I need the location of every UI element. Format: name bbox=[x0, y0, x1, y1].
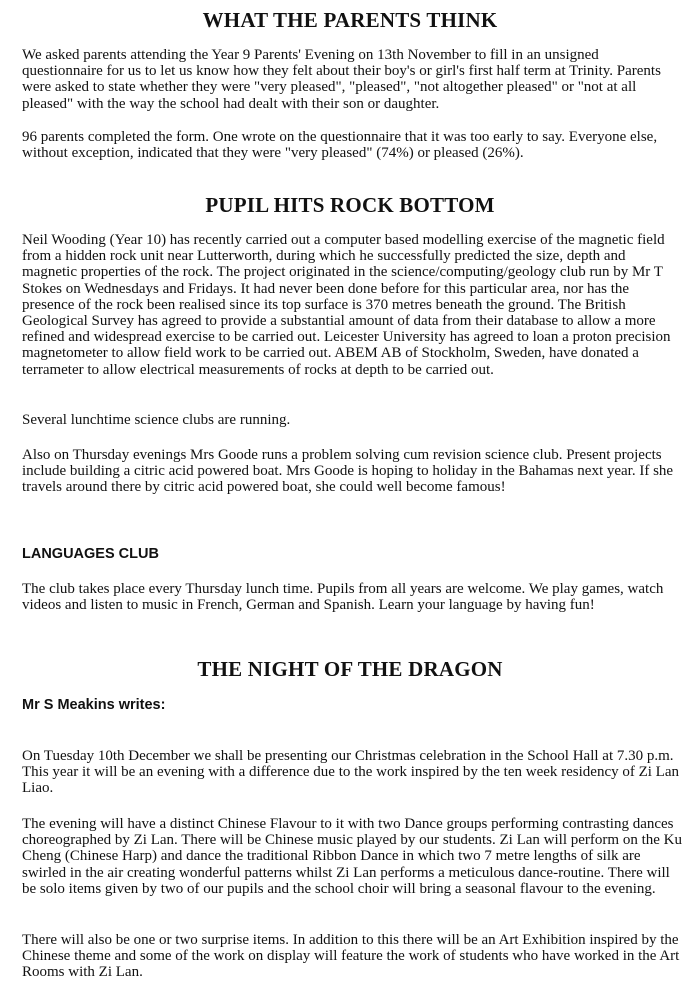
languages-heading: LANGUAGES CLUB bbox=[22, 546, 159, 562]
dragon-byline: Mr S Meakins writes: bbox=[22, 697, 166, 713]
rock-paragraph-1: Neil Wooding (Year 10) has recently carried out a computer based modelling exercise of the magnetic field from a hidden rock unit near Lutterworth, during which he successfully predicted the size, depth and magnetic properties of the rock. The project originated in the science/computing/geology club run by Mr T Stokes on Wednesdays and Fridays. It had never been done before for this particular area, nor has the presence of the rock been realised since its top surface is 370 metres beneath the ground. The British Geological Survey has agreed to provide a substantial amount of data from their database to allow a more refined and widespread exercise to be carried out. Leicester University has agreed to loan a proton precision magnetometer to allow field work to be carried out. ABEM AB of Stockholm, Sweden, have donated a terrameter to allow electrical measurements of rocks at depth to be carried out. bbox=[22, 232, 671, 378]
rock-paragraph-3: Also on Thursday evenings Mrs Goode runs a problem solving cum revision science club. Present projects include building a citric acid powered boat. Mrs Goode is hoping to holiday in the Bahamas next year. If she travels around there by citric acid powered boat, she could well become famous! bbox=[22, 447, 674, 496]
parents-paragraph-2: 96 parents completed the form. One wrote on the questionnaire that it was too early to say. Everyone else, without exception, indicated that they were "very pleased" (74%) or pleased (26%). bbox=[22, 129, 658, 162]
dragon-paragraph-2: The evening will have a distinct Chinese Flavour to it with two Dance groups performing contrasting dances choreographed by Zi Lan. There will be Chinese music played by our students. Zi Lan will perform on the Ku Cheng (Chinese Harp) and dance the traditional Ribbon Dance in which two 7 metre lengths of silk are swirled in the air creating wonderful patterns whilst Zi Lan performs a meticulous dance-routine. There will be solo items given by two of our pupils and the school choir will bring a seasonal flavour to the evening. bbox=[22, 816, 682, 897]
rock-heading: PUPIL HITS ROCK BOTTOM bbox=[205, 193, 495, 217]
parents-paragraph-1: We asked parents attending the Year 9 Parents' Evening on 13th November to fill in an unsigned questionnaire for us to let us know how they felt about their boy's or girl's first half term at Trinity. Parents were asked to state whether they were "very pleased", "pleased", "not altogether pleased" or "not at all pleased" with the way the school had dealt with their son or daughter. bbox=[22, 47, 661, 112]
dragon-heading: THE NIGHT OF THE DRAGON bbox=[197, 657, 503, 681]
dragon-paragraph-3: There will also be one or two surprise items. In addition to this there will be an Art Exhibition inspired by the Chinese theme and some of the work on display will feature the work of students who have worked in the Art Rooms with Zi Lan. bbox=[22, 932, 680, 981]
parents-heading: WHAT THE PARENTS THINK bbox=[202, 8, 498, 32]
dragon-paragraph-1: On Tuesday 10th December we shall be presenting our Christmas celebration in the School Hall at 7.30 p.m. This year it will be an evening with a difference due to the work inspired by the ten week residency of Zi Lan Liao. bbox=[22, 748, 680, 797]
rock-paragraph-2: Several lunchtime science clubs are running. bbox=[22, 412, 291, 428]
languages-paragraph-1: The club takes place every Thursday lunch time. Pupils from all years are welcome. We play games, watch videos and listen to music in French, German and Spanish. Learn your language by having fun! bbox=[22, 581, 664, 614]
